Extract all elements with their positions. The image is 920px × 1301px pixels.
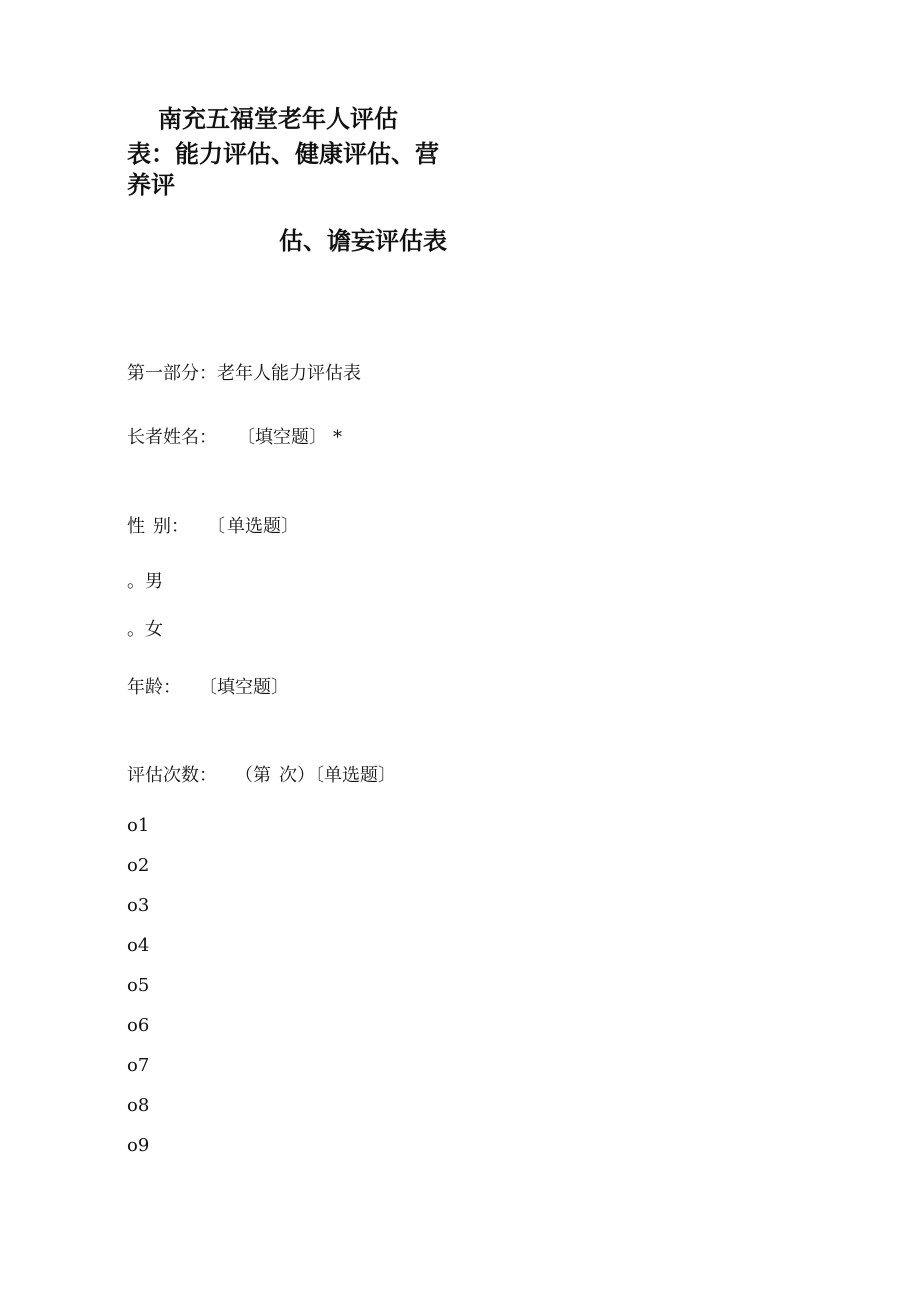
question-count-label: 评估次数： [127,765,217,786]
count-option-8[interactable]: o8 [127,1095,150,1116]
question-gender-type: 单选题〕 [227,516,299,537]
question-gender-label-b: 别： [153,516,189,537]
question-gender-type-open: 〔 [207,516,225,537]
count-option-4[interactable]: o4 [127,935,150,956]
count-option-7[interactable]: o7 [127,1055,150,1076]
gender-option-male[interactable]: 。男 [127,571,163,592]
count-option-2[interactable]: o2 [127,855,150,876]
document-title-line-1: 南充五福堂老年人评估 [158,105,398,133]
question-name-label: 长者姓名： [127,427,217,448]
question-count-type: 〔单选题〕 [315,765,396,786]
document-title-line-3: 养评 [127,171,175,199]
question-assessment-count [127,764,396,788]
question-gender [127,515,299,539]
count-option-9[interactable]: o9 [127,1135,150,1156]
document-title-line-4: 估、谵妄评估表 [279,227,447,255]
count-option-3[interactable]: o3 [127,895,150,916]
question-count-note-b: 次） [279,765,315,786]
question-name-type: 〔填空题〕 [237,427,327,448]
gender-option-female[interactable]: 。女 [127,619,163,640]
question-age-label: 年龄： [127,677,181,698]
count-option-1[interactable]: o1 [127,815,150,836]
count-option-6[interactable]: o6 [127,1015,150,1036]
question-count-note-a: （第 [235,765,271,786]
question-name [127,426,342,450]
section-heading: 第一部分：老年人能力评估表 [127,363,361,384]
question-gender-label-a: 性 [127,516,145,537]
question-age [127,676,289,700]
required-marker: * [333,427,342,448]
question-age-type: 〔填空题〕 [199,677,289,698]
count-option-5[interactable]: o5 [127,975,150,996]
document-title-line-2: 表：能力评估、健康评估、营 [127,140,439,168]
